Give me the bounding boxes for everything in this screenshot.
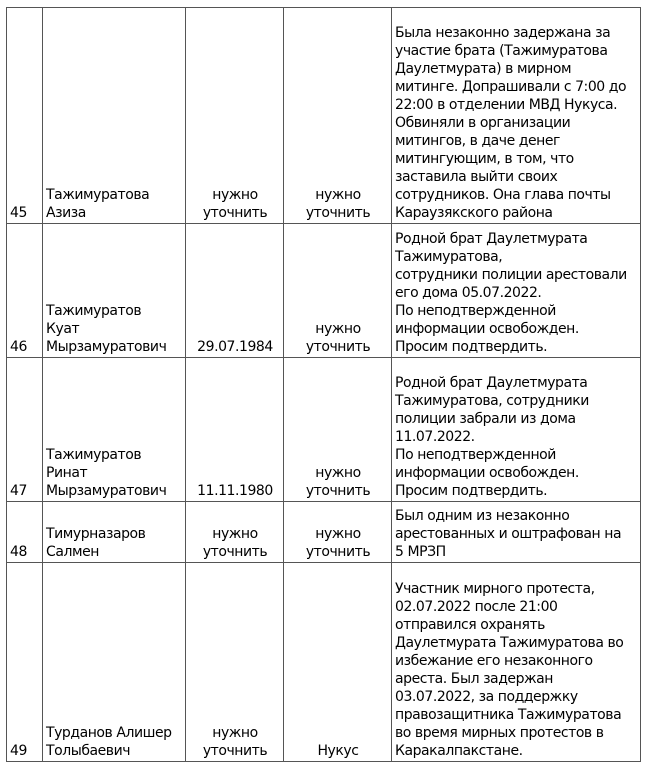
description-line: избежание его незаконного bbox=[395, 653, 593, 669]
description-cell bbox=[392, 502, 641, 563]
description-line: Караузякского района bbox=[395, 205, 553, 221]
table-row bbox=[7, 502, 641, 563]
description-line: 22:00 в отделении МВД Нукуса. bbox=[395, 97, 618, 113]
description-line: 5 МРЗП bbox=[395, 544, 446, 560]
name-line: Турданов Алишер bbox=[46, 725, 172, 741]
description-line: Просим подтвердить. bbox=[395, 339, 548, 355]
description-line: 03.07.2022, за поддержку bbox=[395, 689, 578, 705]
name-cell bbox=[43, 8, 186, 224]
description-line: митингов, в даче денег bbox=[395, 133, 560, 149]
description-line: Обвиняли в организации bbox=[395, 115, 571, 131]
description-line: По неподтвержденной bbox=[395, 303, 556, 319]
row-number-cell: 49 bbox=[7, 563, 43, 762]
birth-date-cell bbox=[186, 358, 284, 502]
description-line: митинге. Допрашивали с 7:00 до bbox=[395, 79, 627, 95]
description-line: 11.07.2022. bbox=[395, 429, 475, 445]
place-cell bbox=[284, 502, 392, 563]
birth-date-line: нужно bbox=[212, 725, 258, 741]
description-line: информации освобожден. bbox=[395, 321, 579, 337]
birth-date-cell bbox=[186, 502, 284, 563]
description-line: отправился охранять bbox=[395, 617, 545, 633]
description-line: информации освобожден. bbox=[395, 465, 579, 481]
description-line: полиции забрали из дома bbox=[395, 411, 576, 427]
place-line: нужно bbox=[315, 187, 361, 203]
place-cell bbox=[284, 358, 392, 502]
description-line: 02.07.2022 после 21:00 bbox=[395, 599, 558, 615]
name-cell bbox=[43, 358, 186, 502]
description-cell bbox=[392, 224, 641, 358]
description-line: Родной брат Даулетмурата bbox=[395, 231, 588, 247]
description-line: Была незаконно задержана за bbox=[395, 25, 611, 41]
birth-date-line: уточнить bbox=[202, 743, 268, 759]
name-cell bbox=[43, 563, 186, 762]
description-line: заставила выйти своих bbox=[395, 169, 558, 185]
name-line: Мырзамуратович bbox=[46, 483, 167, 499]
birth-date-cell bbox=[186, 224, 284, 358]
description-line: ареста. Был задержан bbox=[395, 671, 554, 687]
place-cell bbox=[284, 563, 392, 762]
place-line: уточнить bbox=[305, 205, 371, 221]
name-line: Ринат bbox=[46, 465, 88, 481]
description-line: Родной брат Даулетмурата bbox=[395, 375, 588, 391]
description-line: Был одним из незаконно bbox=[395, 508, 570, 524]
detainees-table bbox=[6, 7, 641, 762]
description-cell bbox=[392, 358, 641, 502]
place-line: уточнить bbox=[305, 483, 371, 499]
name-line: Тажимуратова bbox=[46, 187, 150, 203]
name-line: Куат bbox=[46, 321, 80, 337]
row-number-cell: 45 bbox=[7, 8, 43, 224]
birth-date-line: 11.11.1980 bbox=[197, 483, 273, 499]
description-line: Участник мирного протеста, bbox=[395, 581, 595, 597]
table-row bbox=[7, 224, 641, 358]
name-cell bbox=[43, 502, 186, 563]
birth-date-line: нужно bbox=[212, 526, 258, 542]
birth-date-line: уточнить bbox=[202, 544, 268, 560]
table-body bbox=[7, 8, 641, 762]
birth-date-cell bbox=[186, 563, 284, 762]
description-line: сотрудников. Она глава почты bbox=[395, 187, 611, 203]
table-row bbox=[7, 8, 641, 224]
description-line: Каракалпакстане. bbox=[395, 743, 523, 759]
name-line: Мырзамуратович bbox=[46, 339, 167, 355]
birth-date-line: 29.07.1984 bbox=[197, 339, 273, 355]
description-cell bbox=[392, 8, 641, 224]
description-cell bbox=[392, 563, 641, 762]
name-line: Тажимуратов bbox=[46, 447, 142, 463]
description-line: Даулетмурата Тажимуратова во bbox=[395, 635, 624, 651]
description-line: Тажимуратова, сотрудники bbox=[395, 393, 589, 409]
description-line: его дома 05.07.2022. bbox=[395, 285, 542, 301]
place-cell bbox=[284, 8, 392, 224]
place-line: уточнить bbox=[305, 339, 371, 355]
description-line: митингующим, в том, что bbox=[395, 151, 574, 167]
name-line: Салмен bbox=[46, 544, 99, 560]
description-line: Просим подтвердить. bbox=[395, 483, 548, 499]
name-line: Толыбаевич bbox=[46, 743, 131, 759]
description-line: Тажимуратова, bbox=[395, 249, 503, 265]
name-line: Тимурназаров bbox=[46, 526, 146, 542]
row-number-cell: 47 bbox=[7, 358, 43, 502]
description-line: во время мирных протестов в bbox=[395, 725, 604, 741]
place-line: Нукус bbox=[317, 743, 359, 759]
place-line: нужно bbox=[315, 465, 361, 481]
description-line: По неподтвержденной bbox=[395, 447, 556, 463]
description-line: Даулетмурата) в мирном bbox=[395, 61, 572, 77]
row-number-cell: 48 bbox=[7, 502, 43, 563]
description-line: участие брата (Тажимуратова bbox=[395, 43, 608, 59]
place-line: нужно bbox=[315, 321, 361, 337]
birth-date-cell bbox=[186, 8, 284, 224]
birth-date-line: нужно bbox=[212, 187, 258, 203]
name-line: Азиза bbox=[46, 205, 86, 221]
row-number-cell: 46 bbox=[7, 224, 43, 358]
place-line: нужно bbox=[315, 526, 361, 542]
description-line: правозащитника Тажимуратова bbox=[395, 707, 622, 723]
place-cell bbox=[284, 224, 392, 358]
name-cell bbox=[43, 224, 186, 358]
place-line: уточнить bbox=[305, 544, 371, 560]
table-row bbox=[7, 358, 641, 502]
table-row bbox=[7, 563, 641, 762]
birth-date-line: уточнить bbox=[202, 205, 268, 221]
description-line: арестованных и оштрафован на bbox=[395, 526, 622, 542]
name-line: Тажимуратов bbox=[46, 303, 142, 319]
description-line: сотрудники полиции арестовали bbox=[395, 267, 627, 283]
